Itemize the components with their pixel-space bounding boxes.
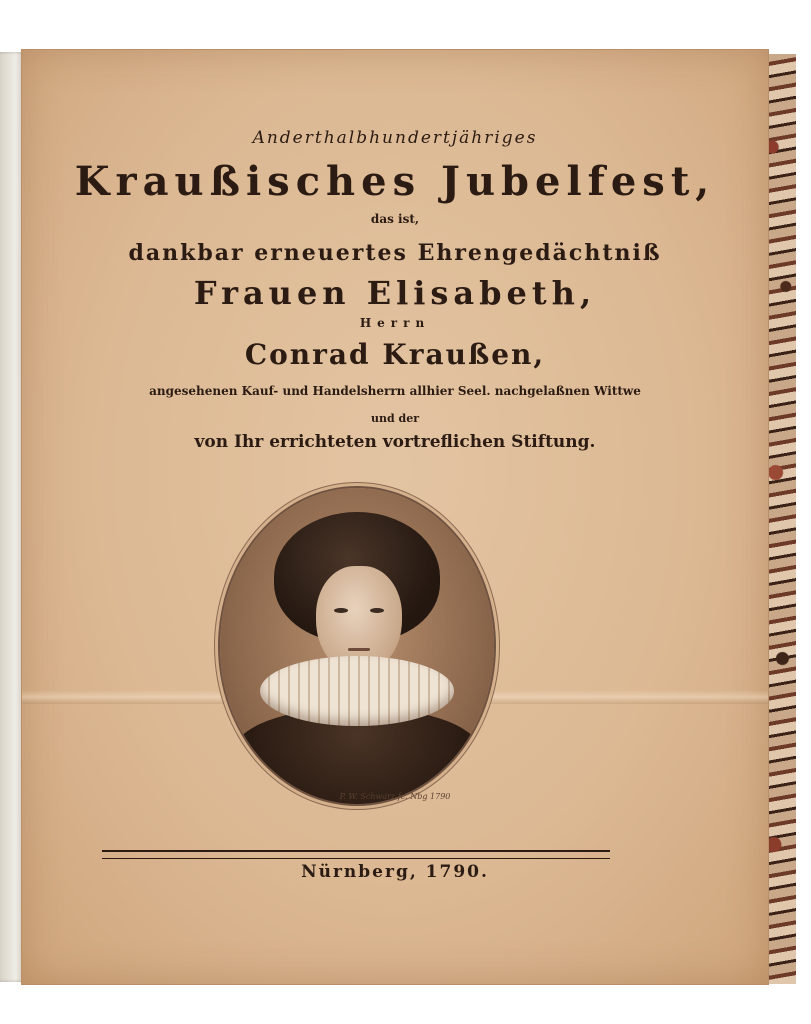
title-line-1: Anderthalbhundertjähriges <box>252 128 538 148</box>
title-line-6: Herrn <box>359 316 431 330</box>
title-line-8: angesehenen Kauf- und Handelsherrn allhier Seel. nachgelaßnen Wittwe <box>149 384 641 398</box>
engraver-credit: P. W. Schwarz fc. Nbg 1790 <box>339 792 451 801</box>
title-line-3: das ist, <box>370 212 420 226</box>
portrait-eye-left <box>334 608 348 613</box>
title-line-5: Frauen Elisabeth, <box>193 274 597 312</box>
double-rule <box>102 850 610 859</box>
portrait-mouth <box>348 648 370 651</box>
imprint: Nürnberg, 1790. <box>301 862 489 882</box>
title-line-10: von Ihr errichteten vortreflichen Stiftung. <box>194 432 596 452</box>
title-line-9: und der <box>370 412 419 425</box>
title-line-4: dankbar erneuertes Ehrengedächtniß <box>128 240 662 266</box>
portrait-ruff-collar <box>260 656 454 726</box>
title-page <box>22 50 768 984</box>
portrait-eye-right <box>370 608 384 613</box>
main-title: Kraußisches Jubelfest, <box>74 158 716 205</box>
portrait-engraving <box>220 488 494 804</box>
title-line-7: Conrad Kraußen, <box>244 338 546 371</box>
